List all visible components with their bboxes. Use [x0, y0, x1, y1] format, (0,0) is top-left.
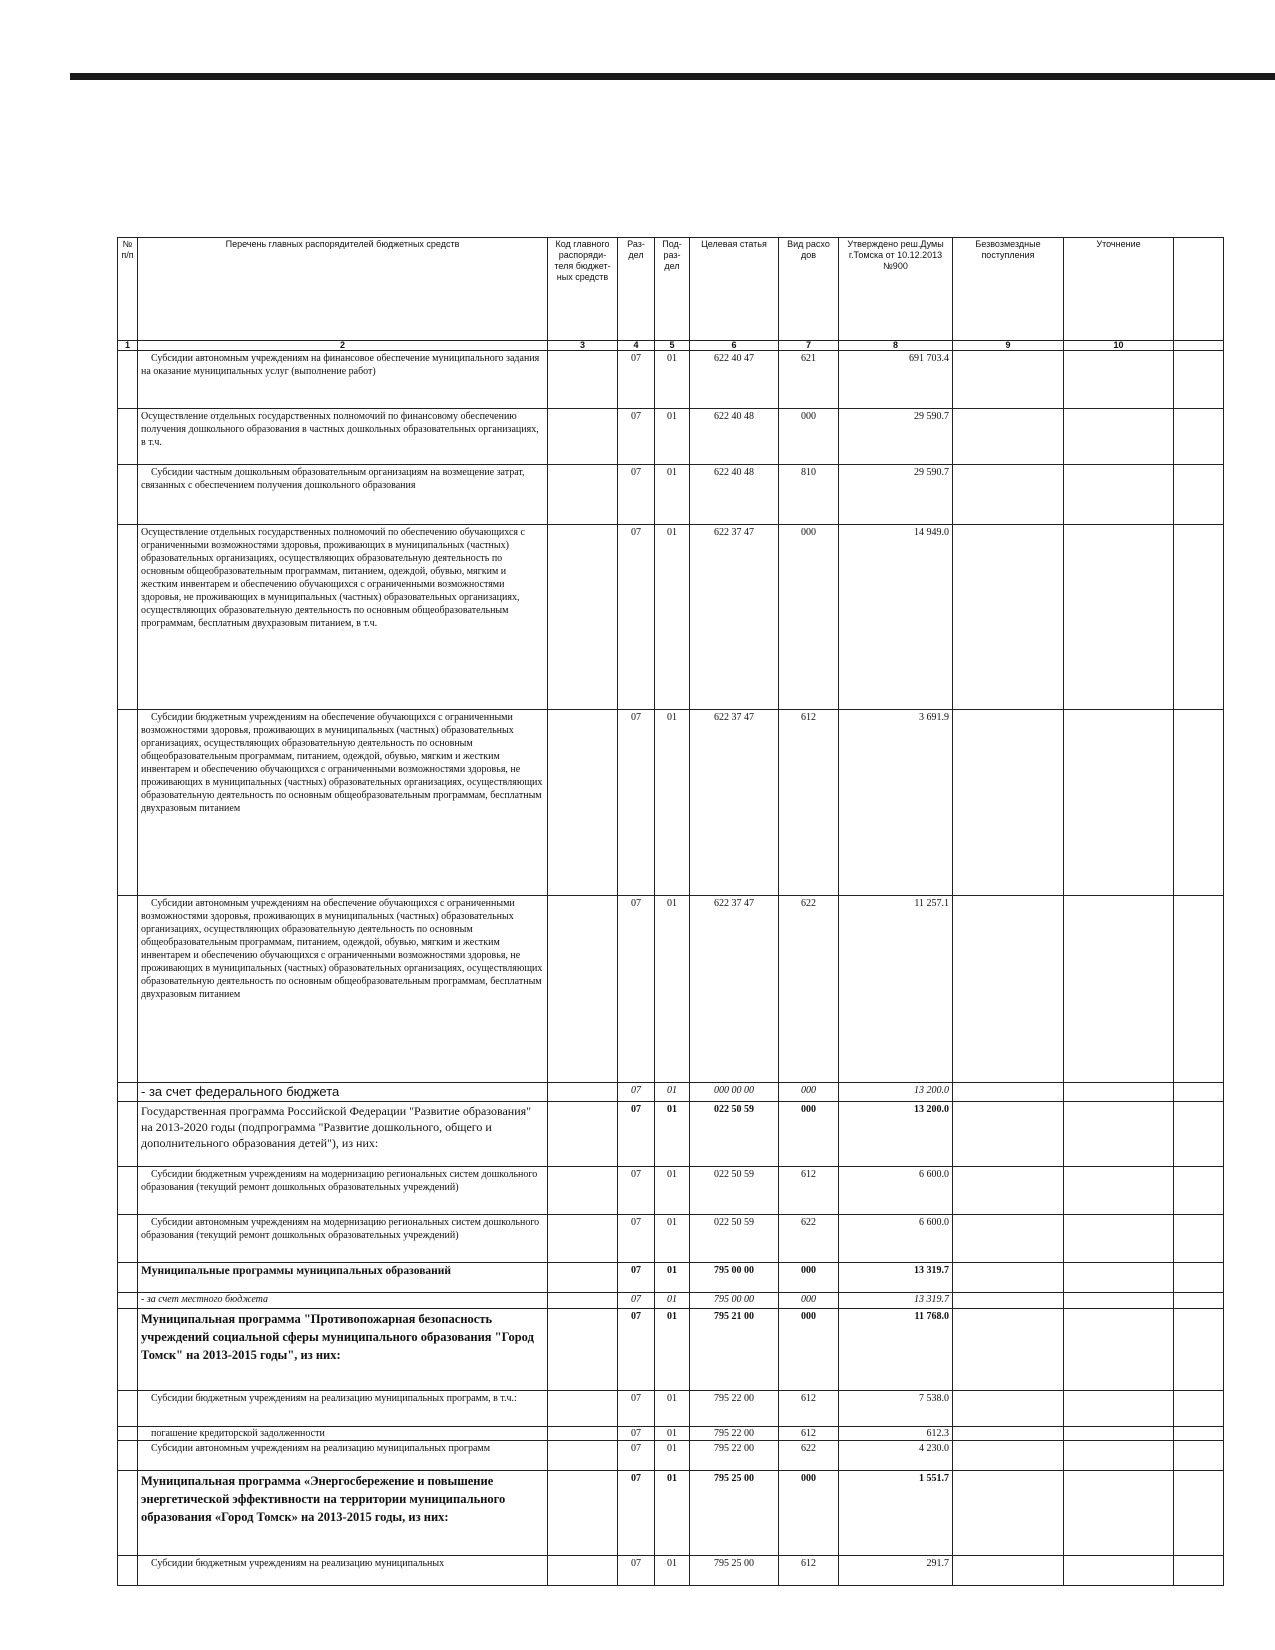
row-vid: 622	[779, 1441, 839, 1471]
row-podrazdel: 01	[655, 1263, 690, 1293]
row-amount: 6 600.0	[839, 1215, 953, 1263]
row-amount: 14 949.0	[839, 525, 953, 710]
row-description: Осуществление отдельных государственных полномочий по финансовому обеспечению получения дошкольного образования в частных дошкольных образовательных организациях, в т.ч.	[138, 409, 548, 465]
row-podrazdel: 01	[655, 1167, 690, 1215]
table-row	[118, 1427, 1224, 1441]
row-vid: 612	[779, 1167, 839, 1215]
row-podrazdel: 01	[655, 1556, 690, 1586]
row-podrazdel: 01	[655, 1441, 690, 1471]
row-statya: 795 21 00	[690, 1309, 779, 1391]
table-row	[118, 409, 1224, 465]
table-row	[118, 351, 1224, 409]
row-podrazdel: 01	[655, 710, 690, 896]
colnum: 9	[953, 341, 1064, 351]
row-description: Государственная программа Российской Федерации "Развитие образования" на 2013-2020 годы (подпрограмма "Развитие дошкольного, общего и дополнительного образования детей"), из них:	[138, 1102, 548, 1167]
colnum: 7	[779, 341, 839, 351]
table-row	[118, 525, 1224, 710]
row-vid: 612	[779, 1427, 839, 1441]
colnum: 3	[548, 341, 618, 351]
row-amount: 13 200.0	[839, 1102, 953, 1167]
header-recipients: Перечень главных распорядителей бюджетных средств	[138, 238, 548, 341]
row-statya: 022 50 59	[690, 1215, 779, 1263]
row-description: Субсидии автономным учреждениям на обеспечение обучающихся с ограниченными возможностями здоровья, проживающих в муниципальных (частных) образовательных организациях, осуществляющих образовательную деятельность по основным общеобразовательным программам, питанием, одеждой, обувью, мягким и жестким инвентарем и обеспечению обучающихся с ограниченными возможностями здоровья, не проживающих в муниципальных (частных) образовательных организациях, осуществляющих образовательную деятельность по основным общеобразовательным программам, бесплатным двухразовым питанием	[138, 896, 548, 1083]
row-statya: 622 40 48	[690, 465, 779, 525]
table-row	[118, 896, 1224, 1083]
row-description: Субсидии бюджетным учреждениям на реализацию муниципальных программ, в т.ч.:	[138, 1391, 548, 1427]
row-podrazdel: 01	[655, 1102, 690, 1167]
row-razdel: 07	[618, 1102, 655, 1167]
row-podrazdel: 01	[655, 465, 690, 525]
header-code: Код главного распоряди-теля бюджет-ных средств	[548, 238, 618, 341]
row-description: Муниципальная программа «Энергосбережение и повышение энергетической эффективности на территории муниципального образования «Город Томск» на 2013-2015 годы, из них:	[138, 1471, 548, 1556]
row-statya: 795 22 00	[690, 1441, 779, 1471]
row-description: - за счет федерального бюджета	[138, 1083, 548, 1102]
row-vid: 622	[779, 1215, 839, 1263]
table-row	[118, 465, 1224, 525]
row-vid: 000	[779, 1309, 839, 1391]
row-podrazdel: 01	[655, 1471, 690, 1556]
row-razdel: 07	[618, 1215, 655, 1263]
row-razdel: 07	[618, 1427, 655, 1441]
row-razdel: 07	[618, 896, 655, 1083]
table-row	[118, 1102, 1224, 1167]
row-description: - за счет местного бюджета	[138, 1293, 548, 1309]
row-statya: 622 37 47	[690, 525, 779, 710]
table-row	[118, 1309, 1224, 1391]
row-amount: 29 590.7	[839, 409, 953, 465]
row-statya: 795 22 00	[690, 1427, 779, 1441]
header-razdel: Раз-дел	[618, 238, 655, 341]
row-amount: 7 538.0	[839, 1391, 953, 1427]
row-description: Субсидии бюджетным учреждениям на обеспечение обучающихся с ограниченными возможностями здоровья, проживающих в муниципальных (частных) образовательных организациях, осуществляющих образовательную деятельность по основным общеобразовательным программам, питанием, одеждой, обувью, мягким и жестким инвентарем и обеспечению обучающихся с ограниченными возможностями здоровья, не проживающих в муниципальных (частных) образовательных организациях, осуществляющих образовательную деятельность по основным общеобразовательным программам, бесплатным двухразовым питанием	[138, 710, 548, 896]
row-amount: 11 768.0	[839, 1309, 953, 1391]
row-razdel: 07	[618, 525, 655, 710]
row-podrazdel: 01	[655, 896, 690, 1083]
colnum: 5	[655, 341, 690, 351]
top-rule	[70, 73, 1275, 80]
colnum: 4	[618, 341, 655, 351]
colnum: 6	[690, 341, 779, 351]
row-amount: 3 691.9	[839, 710, 953, 896]
table-row	[118, 1215, 1224, 1263]
row-vid: 622	[779, 896, 839, 1083]
row-description: Муниципальная программа "Противопожарная безопасность учреждений социальной сферы муниципального образования "Город Томск" на 2013-2015 годы", из них:	[138, 1309, 548, 1391]
row-statya: 795 25 00	[690, 1471, 779, 1556]
row-statya: 622 37 47	[690, 710, 779, 896]
row-statya: 795 00 00	[690, 1293, 779, 1309]
header-vid: Вид расхо дов	[779, 238, 839, 341]
row-amount: 612.3	[839, 1427, 953, 1441]
row-amount: 13 319.7	[839, 1263, 953, 1293]
row-statya: 795 25 00	[690, 1556, 779, 1586]
row-statya: 795 22 00	[690, 1391, 779, 1427]
table-row	[118, 1556, 1224, 1586]
row-razdel: 07	[618, 351, 655, 409]
row-description: Субсидии бюджетным учреждениям на модернизацию региональных систем дошкольного образования (текущий ремонт дошкольных образовательных учреждений)	[138, 1167, 548, 1215]
budget-table	[117, 237, 1224, 1586]
row-podrazdel: 01	[655, 409, 690, 465]
row-statya: 622 37 47	[690, 896, 779, 1083]
row-podrazdel: 01	[655, 1391, 690, 1427]
row-statya: 622 40 47	[690, 351, 779, 409]
colnum	[1174, 341, 1224, 351]
row-vid: 612	[779, 1556, 839, 1586]
table-row	[118, 1083, 1224, 1102]
row-vid: 000	[779, 525, 839, 710]
row-razdel: 07	[618, 1441, 655, 1471]
row-vid: 000	[779, 409, 839, 465]
row-statya: 622 40 48	[690, 409, 779, 465]
header-clarification: Уточнение	[1064, 238, 1174, 341]
row-amount: 13 200.0	[839, 1083, 953, 1102]
colnum: 1	[118, 341, 138, 351]
header-row	[118, 238, 1224, 341]
row-razdel: 07	[618, 1263, 655, 1293]
row-vid: 621	[779, 351, 839, 409]
table-row	[118, 1263, 1224, 1293]
row-description: Муниципальные программы муниципальных образований	[138, 1263, 548, 1293]
colnum: 8	[839, 341, 953, 351]
row-description: Субсидии автономным учреждениям на модернизацию региональных систем дошкольного образования (текущий ремонт дошкольных образовательных учреждений)	[138, 1215, 548, 1263]
row-razdel: 07	[618, 1167, 655, 1215]
row-podrazdel: 01	[655, 1427, 690, 1441]
header-grants: Безвозмездные поступления	[953, 238, 1064, 341]
header-podrazdel: Под-раз-дел	[655, 238, 690, 341]
header-num: № п/п	[118, 238, 138, 341]
row-vid: 612	[779, 1391, 839, 1427]
row-razdel: 07	[618, 1293, 655, 1309]
row-vid: 810	[779, 465, 839, 525]
row-razdel: 07	[618, 710, 655, 896]
header-statya: Целевая статья	[690, 238, 779, 341]
row-vid: 000	[779, 1263, 839, 1293]
table-row	[118, 710, 1224, 896]
table-row	[118, 1167, 1224, 1215]
row-statya: 022 50 59	[690, 1167, 779, 1215]
row-description: Субсидии автономным учреждениям на реализацию муниципальных программ	[138, 1441, 548, 1471]
row-amount: 11 257.1	[839, 896, 953, 1083]
table-row	[118, 1293, 1224, 1309]
row-description: Субсидии частным дошкольным образовательным организациям на возмещение затрат, связанных с обеспечением получения дошкольного образования	[138, 465, 548, 525]
row-amount: 13 319.7	[839, 1293, 953, 1309]
colnum: 10	[1064, 341, 1174, 351]
table-row	[118, 1441, 1224, 1471]
row-razdel: 07	[618, 1309, 655, 1391]
row-amount: 291.7	[839, 1556, 953, 1586]
row-vid: 000	[779, 1471, 839, 1556]
header-extra	[1174, 238, 1224, 341]
row-statya: 000 00 00	[690, 1083, 779, 1102]
row-razdel: 07	[618, 409, 655, 465]
row-statya: 795 00 00	[690, 1263, 779, 1293]
row-amount: 6 600.0	[839, 1167, 953, 1215]
row-amount: 691 703.4	[839, 351, 953, 409]
row-vid: 000	[779, 1083, 839, 1102]
row-razdel: 07	[618, 1556, 655, 1586]
table-row	[118, 1391, 1224, 1427]
row-description: Субсидии автономным учреждениям на финансовое обеспечение муниципального задания на оказание муниципальных услуг (выполнение работ)	[138, 351, 548, 409]
row-description: Осуществление отдельных государственных полномочий по обеспечению обучающихся с ограниченными возможностями здоровья, проживающих в муниципальных (частных) образовательных организациях, осуществляющих образовательную деятельность по основным общеобразовательным программам, питанием, одеждой, обувью, мягким и жестким инвентарем и обеспечению обучающихся с ограниченными возможностями здоровья, не проживающих в муниципальных (частных) образовательных организациях, осуществляющих образовательную деятельность по основным общеобразовательным программам, бесплатным двухразовым питанием, в т.ч.	[138, 525, 548, 710]
row-podrazdel: 01	[655, 1215, 690, 1263]
row-amount: 1 551.7	[839, 1471, 953, 1556]
row-amount: 29 590.7	[839, 465, 953, 525]
column-numbers-row	[118, 341, 1224, 351]
row-razdel: 07	[618, 1083, 655, 1102]
row-vid: 612	[779, 710, 839, 896]
row-podrazdel: 01	[655, 1293, 690, 1309]
row-description: погашение кредиторской задолженности	[138, 1427, 548, 1441]
row-podrazdel: 01	[655, 351, 690, 409]
row-vid: 000	[779, 1102, 839, 1167]
row-vid: 000	[779, 1293, 839, 1309]
row-razdel: 07	[618, 465, 655, 525]
row-statya: 022 50 59	[690, 1102, 779, 1167]
row-podrazdel: 01	[655, 1083, 690, 1102]
table-row	[118, 1471, 1224, 1556]
colnum: 2	[138, 341, 548, 351]
header-approved: Утверждено реш.Думы г.Томска от 10.12.2013 №900	[839, 238, 953, 341]
row-razdel: 07	[618, 1391, 655, 1427]
row-razdel: 07	[618, 1471, 655, 1556]
row-description: Субсидии бюджетным учреждениям на реализацию муниципальных	[138, 1556, 548, 1586]
row-podrazdel: 01	[655, 525, 690, 710]
row-amount: 4 230.0	[839, 1441, 953, 1471]
row-podrazdel: 01	[655, 1309, 690, 1391]
